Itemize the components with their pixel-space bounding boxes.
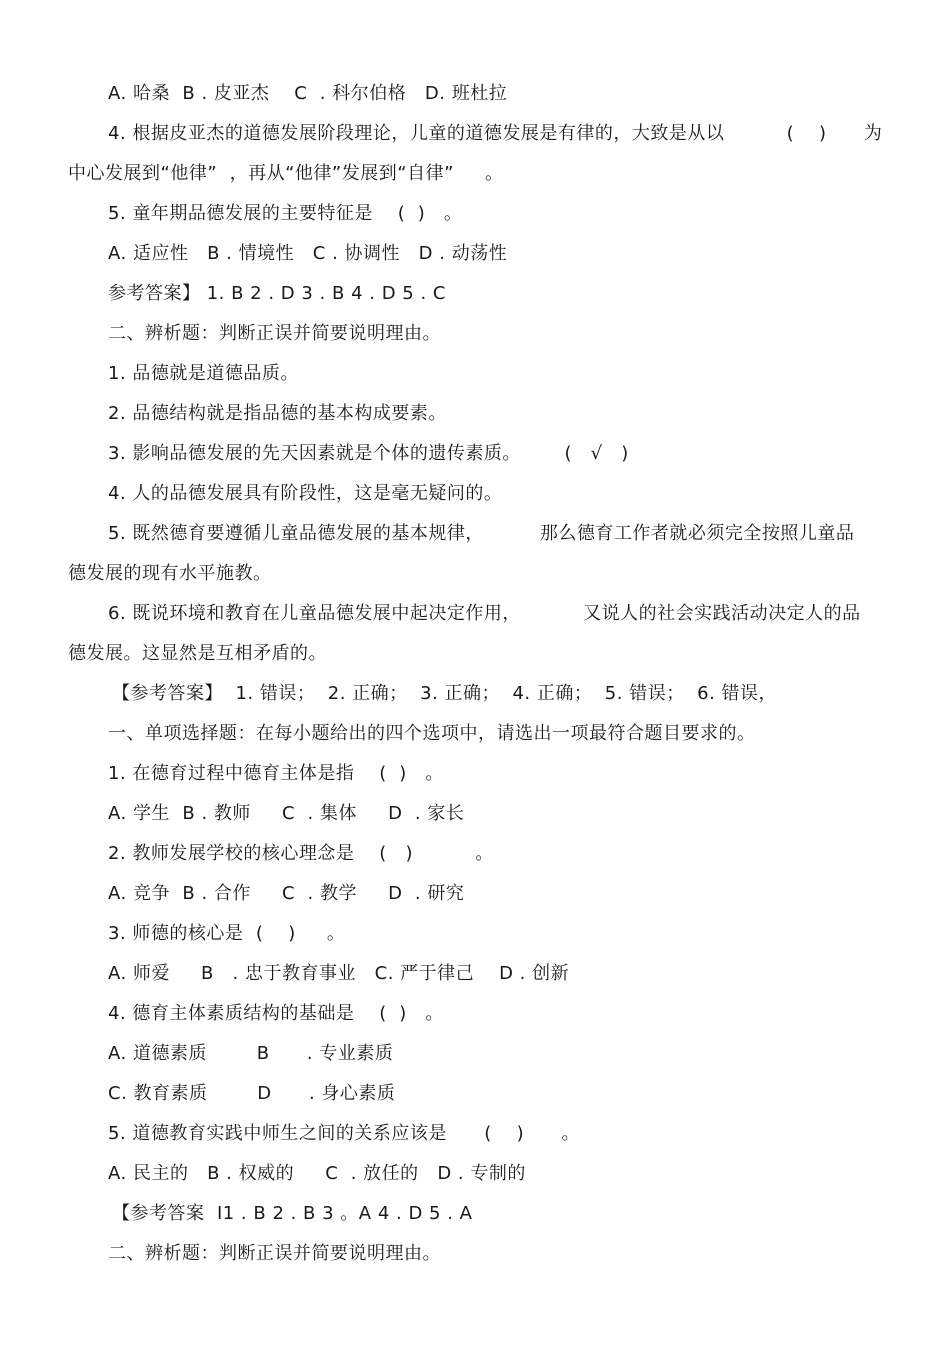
analysis-item-1: 1. 品德就是道德品质。 (108, 363, 299, 384)
answer-key-2: 【参考答案】 1. 错误； 2. 正确； 3. 正确； 4. 正确； 5. 错误； 6. 错误， (112, 683, 778, 704)
choice-question-5: 5. 道德教育实践中师生之间的关系应该是 ( ) 。 (108, 1123, 580, 1144)
section-heading-analysis-1: 二、辨析题：判断正误并简要说明理由。 (108, 323, 441, 344)
analysis-item-2: 2. 品德结构就是指品德的基本构成要素。 (108, 403, 447, 424)
answer-key-1: 参考答案】 1. B 2 . D 3 . B 4 . D 5 . C (108, 283, 446, 304)
choice-question-1-options: A. 学生 B . 教师 C . 集体 D . 家长 (108, 803, 465, 824)
question-4-line-1: 4. 根据皮亚杰的道德发展阶段理论，儿童的道德发展是有律的，大致是从以 ( ) 为 (108, 123, 883, 144)
question-5: 5. 童年期品德发展的主要特征是 ( ) 。 (108, 203, 463, 224)
choice-question-3-options: A. 师爱 B . 忠于教育事业 C. 严于律己 D . 创新 (108, 963, 570, 984)
choice-question-2-options: A. 竞争 B . 合作 C . 教学 D . 研究 (108, 883, 465, 904)
analysis-item-5-line-2: 德发展的现有水平施教。 (68, 563, 272, 584)
analysis-item-5-line-1: 5. 既然德育要遵循儿童品德发展的基本规律， 那么德育工作者就必须完全按照儿童品 (108, 523, 855, 544)
analysis-item-3: 3. 影响品德发展的先天因素就是个体的遗传素质。 ( √ ) (108, 443, 629, 464)
choice-question-5-options: A. 民主的 B . 权威的 C . 放任的 D . 专制的 (108, 1163, 526, 1184)
question-4-line-2: 中心发展到“他律” ，再从“他律”发展到“自律” 。 (68, 163, 504, 184)
analysis-item-4: 4. 人的品德发展具有阶段性，这是毫无疑问的。 (108, 483, 503, 504)
answer-key-3: 【参考答案 I1 . B 2 . B 3 。A 4 . D 5 . A (112, 1203, 473, 1224)
analysis-item-6-line-1: 6. 既说环境和教育在儿童品德发展中起决定作用， 又说人的社会实践活动决定人的品 (108, 603, 861, 624)
choice-question-4-options-ab: A. 道德素质 B . 专业素质 (108, 1043, 394, 1064)
section-heading-analysis-2: 二、辨析题：判断正误并简要说明理由。 (108, 1243, 441, 1264)
choice-question-2: 2. 教师发展学校的核心理念是 ( ) 。 (108, 843, 494, 864)
option-line-q3: A. 哈桑 B . 皮亚杰 C . 科尔伯格 D. 班杜拉 (108, 83, 508, 104)
analysis-item-6-line-2: 德发展。这显然是互相矛盾的。 (68, 643, 327, 664)
choice-question-4: 4. 德育主体素质结构的基础是 ( ) 。 (108, 1003, 444, 1024)
choice-question-1: 1. 在德育过程中德育主体是指 ( ) 。 (108, 763, 444, 784)
section-heading-choice: 一、单项选择题：在每小题给出的四个选项中，请选出一项最符合题目要求的。 (108, 723, 756, 744)
question-5-options: A. 适应性 B . 情境性 C . 协调性 D . 动荡性 (108, 243, 508, 264)
choice-question-4-options-cd: C. 教育素质 D . 身心素质 (108, 1083, 396, 1104)
choice-question-3: 3. 师德的核心是 ( ) 。 (108, 923, 346, 944)
